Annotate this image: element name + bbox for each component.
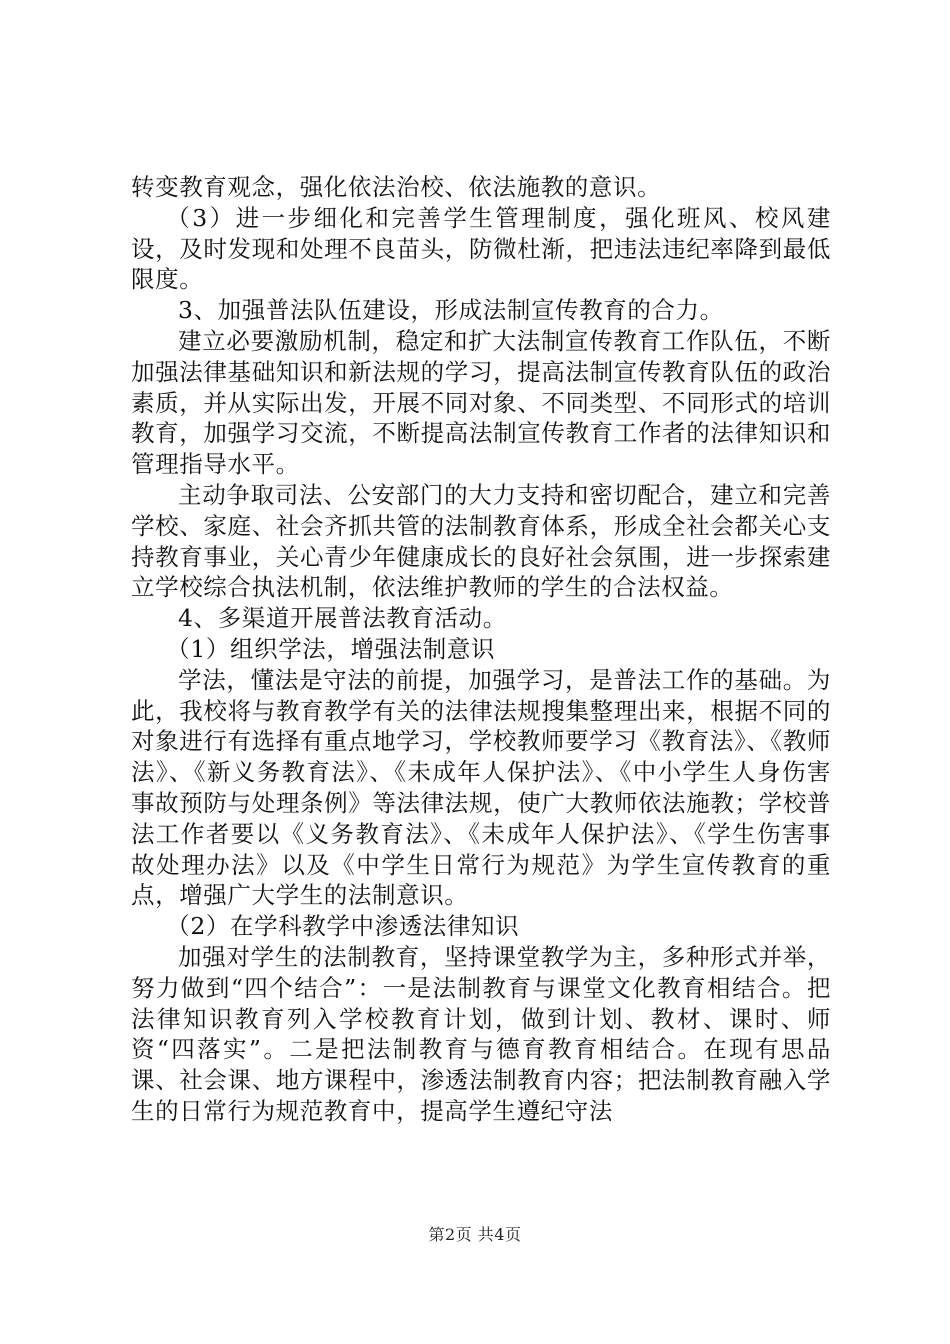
section-heading-4: 4、多渠道开展普法教育活动。 <box>178 604 507 633</box>
document-body <box>131 172 831 1127</box>
paragraph-legal-education: 加强对学生的法制教育，坚持课堂教学为主，多种形式并举，努力做到“四个结合”：一是法制教育与课堂文化教育相结合。把法律知识教育列入学校教育计划，做到计划、教材、课时、师资“四落实”。二是把法制教育与德育教育相结合。在现有思品课、社会课、地方课程中，渗透法制教育内容；把法制教育融入学生的日常行为规范教育中，提高学生遵纪守法 <box>131 942 831 1125</box>
paragraph-incentive-mechanism: 建立必要激励机制，稳定和扩大法制宣传教育工作队伍，不断加强法律基础知识和新法规的学习，提高法制宣传教育队伍的政治素质，并从实际出发，开展不同对象、不同类型、不同形式的培训教育，加强学习交流，不断提高法制宣传教育工作者的法律知识和管理指导水平。 <box>131 326 831 479</box>
paragraph-item-3: （3）进一步细化和完善学生管理制度，强化班风、校风建设，及时发现和处理不良苗头，防微杜渐，把违法违纪率降到最低限度。 <box>131 203 831 294</box>
paragraph-continuation: 转变教育观念，强化依法治校、依法施教的意识。 <box>131 173 662 201</box>
page-number-footer: 第2页 共4页 <box>428 1225 522 1244</box>
subheading-1: （1）组织学法，增强法制意识 <box>166 634 496 663</box>
paragraph-study-law: 学法，懂法是守法的前提，加强学习，是普法工作的基础。为此，我校将与教育教学有关的法律法规搜集整理出来，根据不同的对象进行有选择有重点地学习，学校教师要学习《教育法》、《教师法》、《新义务教育法》、《未成年人保护法》、《中小学生人身伤害事故预防与处理条例》等法律法规，使广大教师依法施教；学校普法工作者要以《义务教育法》、《未成年人保护法》、《学生伤害事故处理办法》以及《中学生日常行为规范》为学生宣传教育的重点，增强广大学生的法制意识。 <box>131 665 831 910</box>
section-heading-3: 3、加强普法队伍建设，形成法制宣传教育的合力。 <box>178 296 724 325</box>
paragraph-judicial-support: 主动争取司法、公安部门的大力支持和密切配合，建立和完善学校、家庭、社会齐抓共管的法制教育体系，形成全社会都关心支持教育事业，关心青少年健康成长的良好社会氛围，进一步探索建立学校综合执法机制，依法维护教师的学生的合法权益。 <box>131 480 831 602</box>
subheading-2: （2）在学科教学中渗透法律知识 <box>166 912 520 941</box>
